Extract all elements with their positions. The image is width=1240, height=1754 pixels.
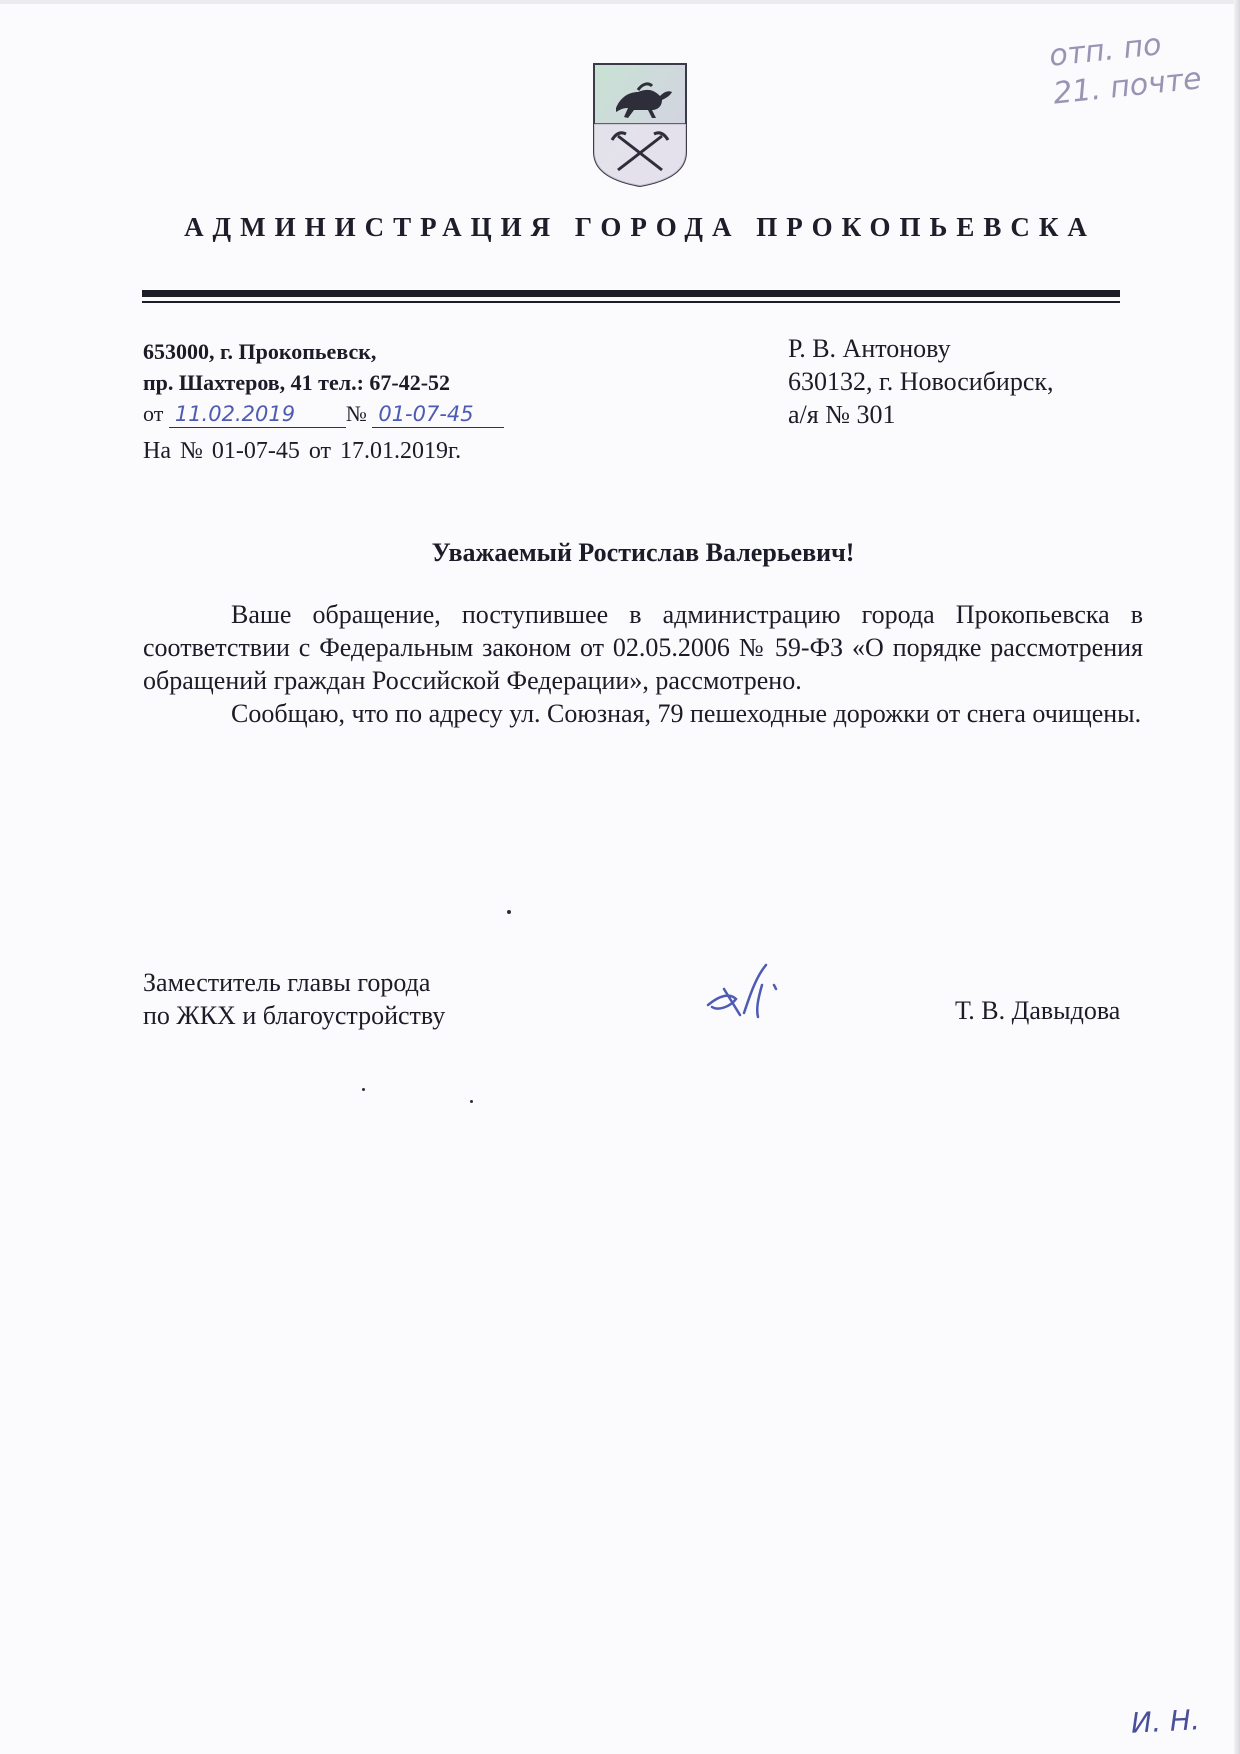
scan-edge-right [1234, 0, 1240, 1754]
letter-body [143, 598, 1143, 730]
coat-of-arms-icon [590, 60, 690, 190]
salutation: Уважаемый Ростислав Валерьевич! [431, 538, 855, 567]
outgoing-date-handwritten: 11.02.2019 [169, 401, 346, 428]
recipient-address-line2: а/я № 301 [788, 400, 896, 429]
handwritten-initials: И. Н. [1130, 1703, 1201, 1740]
scan-speck [470, 1100, 473, 1103]
signatory-name: Т. В. Давыдова [955, 996, 1121, 1025]
outgoing-number-handwritten: 01-07-45 [372, 401, 504, 428]
sender-address-line1: 653000, г. Прокопьевск, [143, 339, 377, 364]
body-paragraph-1: Ваше обращение, поступившее в администрацию города Прокопьевска в соответствии с Федеральным законом от 02.05.2006 № 59-ФЗ «О порядке рассмотрения обращений граждан Российской Федерации», рассмотрено. [143, 600, 1143, 695]
number-prefix: № [345, 401, 367, 426]
scan-speck [507, 910, 511, 914]
scan-speck [362, 1088, 365, 1091]
sender-block [143, 336, 663, 429]
position-line1: Заместитель главы города [143, 968, 431, 997]
handwritten-signature-icon [700, 955, 790, 1025]
recipient-name: Р. В. Антонову [788, 334, 951, 363]
in-reply-reference: На № 01-07-45 от 17.01.2019г. [143, 438, 462, 464]
organization-title: АДМИНИСТРАЦИЯ ГОРОДА ПРОКОПЬЕВСКА [184, 212, 1096, 242]
date-prefix: от [143, 401, 164, 426]
sender-address-line2: пр. Шахтеров, 41 тел.: 67-42-52 [143, 370, 451, 395]
header-rule-thin [142, 301, 1120, 303]
recipient-address-line1: 630132, г. Новосибирск, [788, 367, 1054, 396]
scan-edge-top [0, 0, 1240, 4]
signatory-position [143, 966, 445, 1032]
handwritten-note-top: отп. по 21. почте [1047, 27, 1204, 112]
recipient-block [788, 332, 1054, 431]
position-line2: по ЖКХ и благоустройству [143, 1001, 446, 1030]
body-paragraph-2: Сообщаю, что по адресу ул. Союзная, 79 пешеходные дорожки от снега очищены. [231, 699, 1142, 728]
outgoing-registration-line [143, 398, 663, 429]
header-rule-thick [142, 290, 1120, 297]
